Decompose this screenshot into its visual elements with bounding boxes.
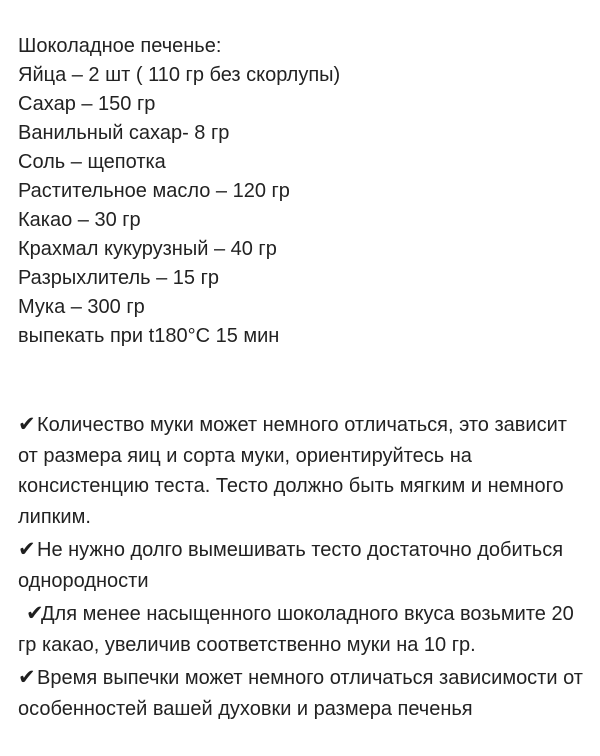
tip-text: Количество муки может немного отличаться, это зависит от размера яиц и сорта муки, ориентируйтесь на консистенцию теста. Тесто должно быть мягким и немного липким.	[18, 414, 567, 528]
ingredient-line: Какао – 30 гр	[18, 209, 141, 231]
checkmark-icon: ✔	[18, 537, 36, 561]
ingredient-line: Мука – 300 гр	[18, 296, 145, 318]
checkmark-icon: ✔	[18, 412, 36, 436]
tip-note	[18, 409, 586, 532]
checkmark-icon: ✔	[18, 665, 36, 689]
ingredient-line: Разрыхлитель – 15 гр	[18, 267, 220, 289]
ingredient-line: Растительное масло – 120 гр	[18, 180, 290, 202]
tip-note	[18, 598, 586, 660]
tip-note	[18, 662, 586, 724]
ingredient-line: Яйца – 2 шт ( 110 гр без скорлупы)	[18, 64, 341, 86]
ingredient-line: Ванильный сахар- 8 гр	[18, 122, 230, 144]
checkmark-icon: ✔	[26, 601, 44, 625]
recipe-document	[18, 32, 586, 726]
tip-text: Время выпечки может немного отличаться зависимости от особенностей вашей духовки и размера печенья	[18, 667, 583, 720]
spacer	[18, 351, 586, 380]
spacer	[18, 380, 586, 409]
baking-instruction: выпекать при t180°C 15 мин	[18, 325, 280, 347]
tip-note	[18, 534, 586, 596]
tip-text: Не нужно долго вымешивать тесто достаточно добиться однородности	[18, 539, 564, 592]
ingredient-line: Сахар – 150 гр	[18, 93, 156, 115]
tip-text: Для менее насыщенного шоколадного вкуса возьмите 20 гр какао, увеличив соответственно муки на 10 гр.	[18, 603, 574, 656]
recipe-title: Шоколадное печенье:	[18, 35, 222, 57]
ingredient-line: Соль – щепотка	[18, 151, 166, 173]
ingredient-line: Крахмал кукурузный – 40 гр	[18, 238, 277, 260]
